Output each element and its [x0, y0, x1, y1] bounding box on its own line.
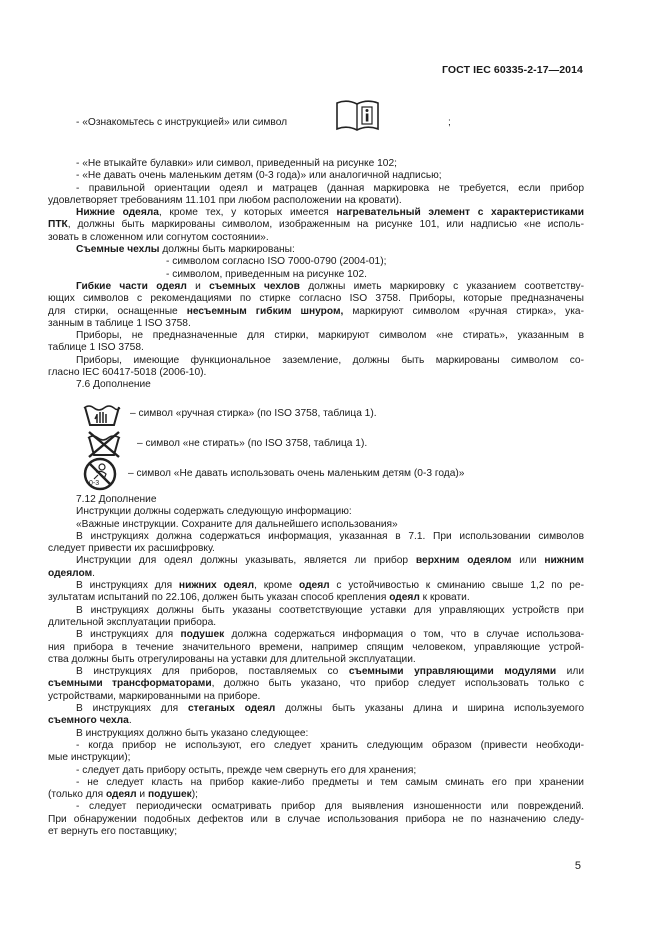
- text-line: В инструкциях для стеганых одеял должны быть указаны длина и ширина используемого: [76, 703, 584, 715]
- instruction-text: - «Ознакомьтесь с инструкцией» или символ: [76, 117, 288, 128]
- text-line: Инструкции должны содержать следующую информацию:: [76, 506, 352, 518]
- lower-blankets-line-1: Нижние одеяла, кроме тех, у которых имеется нагревательный элемент с характеристиками: [76, 207, 584, 219]
- flexible-line-4: занным в таблице 1 ISO 3758.: [48, 317, 191, 329]
- instruction-semicolon: ;: [448, 117, 451, 128]
- text-line: Приборы, имеющие функциональное заземление, должны быть маркированы символом со-: [76, 354, 584, 366]
- no-children-icon: [82, 457, 118, 491]
- instruction-symbol-line: [76, 117, 287, 129]
- text-line: - когда прибор не используют, его следует хранить следующим образом (привести необходи-: [76, 739, 584, 751]
- text-line: В инструкциях должно быть указано следующее:: [76, 727, 309, 739]
- text-line: ния прибора в течение значительного времени, например спящим человеком, управляющие устрой-: [48, 641, 584, 653]
- text-line: Приборы, не предназначенные для стирки, маркируют символом «не стирать», указанным в: [76, 330, 584, 342]
- text-line: одеялом.: [48, 567, 95, 579]
- lower-blankets-line-2: ПТК, должны быть маркированы символом, изображенным на рисунке 101, или надписью «не исполь-: [48, 219, 584, 231]
- text-line: - «Не втыкайте булавки» или символ, приведенный на рисунке 102;: [76, 158, 397, 169]
- page-header: ГОСТ IEC 60335-2-17—2014: [441, 64, 583, 76]
- age-range-label: 0-3: [89, 480, 100, 487]
- text-line: ет вернуть его поставщику;: [48, 826, 178, 838]
- flexible-line-2: ющих символов с рекомендациями по стирке согласно ISO 3758. Приборы, которые предназначены: [48, 293, 584, 305]
- text-line: мые инструкции);: [48, 752, 131, 764]
- text-line: «Важные инструкции. Сохраните для дальнейшего использования»: [76, 518, 398, 530]
- text-line: удовлетворяет требованиям 11.101 при любом расположении на кровати).: [48, 194, 402, 206]
- instruction-book-icon: [335, 99, 380, 133]
- text-line: устройствами, маркированными на приборе.: [48, 690, 261, 702]
- paragraph-block-1: [48, 158, 584, 392]
- text-line: В инструкциях для нижних одеял, кроме одеял с устойчивостью к сминанию свыше 1,2 по ре-: [76, 580, 584, 592]
- text-line: съемного чехла.: [48, 715, 132, 727]
- text-line: таблице 1 ISO 3758.: [48, 342, 144, 354]
- text-line: (только для одеял и подушек);: [48, 789, 198, 801]
- no-wash-icon: [86, 430, 122, 458]
- text-line: В инструкциях должны быть указаны соответствующие уставки для управляющих устройств при: [76, 604, 584, 616]
- text-line: При обнаружении подобных дефектов или в случае использования прибора не по назначению следу-: [48, 813, 584, 825]
- covers-item: - символом, приведенным на рисунке 102.: [166, 268, 367, 280]
- covers-line: Съемные чехлы должны быть маркированы:: [76, 244, 295, 256]
- text-line: В инструкциях для подушек должна содержаться информация о том, что в случае использова-: [76, 629, 584, 641]
- text-line: ства должны быть отрегулированы на уставки для длительной эксплуатации.: [48, 653, 416, 665]
- section-7-12: [48, 494, 585, 838]
- hand-wash-icon: [82, 401, 122, 429]
- text-line: - «Не давать очень маленьким детям (0-3 года)» или аналогичной надписью;: [76, 170, 442, 182]
- text-line: - следует периодически осматривать прибор для выявления изношенности или повреждений.: [76, 801, 584, 813]
- page-number: 5: [574, 860, 581, 872]
- lower-blankets-line-3: зовать в сложенном или согнутом состоянии».: [48, 231, 269, 243]
- no-children-text: – символ «Не давать использовать очень маленьким детям (0-3 года)»: [128, 468, 465, 479]
- text-line: - следует дать прибору остыть, прежде чем свернуть его для хранения;: [76, 764, 417, 776]
- flexible-line-3: для стирки, оснащенные несъемным гибким шнуром, маркируют символом «ручная стирка», ука-: [48, 305, 584, 317]
- text-line: В инструкциях для приборов, поставляемых со съемными управляющими модулями или: [76, 666, 585, 678]
- no-wash-text: – символ «не стирать» (по ISO 3758, таблица 1).: [137, 438, 368, 449]
- section-7-6-title: 7.6 Дополнение: [76, 379, 151, 391]
- flexible-line-1: Гибкие части одеял и съемных чехлов должны иметь маркировку с указанием соответству-: [76, 280, 584, 292]
- text-line: гласно IEC 60417-5018 (2006-10).: [48, 367, 207, 379]
- text-line: - не следует класть на прибор какие-либо предметы и тем самым сминать его при хранении: [76, 776, 584, 788]
- hand-wash-text: – символ «ручная стирка» (по ISO 3758, таблица 1).: [130, 408, 377, 419]
- text-line: Инструкции для одеял должны указывать, является ли прибор верхним одеялом или нижним: [76, 555, 584, 567]
- text-line: следует привести их расшифровку.: [48, 543, 215, 555]
- section-7-12-title: 7.12 Дополнение: [76, 494, 157, 505]
- text-line: - правильной ориентации одеял и матрацев (данная маркировка не требуется, если прибор: [76, 182, 584, 194]
- text-line: зультатам испытаний по 22.106, должен быть указан способ крепления одеял к кровати.: [48, 592, 470, 604]
- text-line: съемными трансформаторами, должно быть указано, что прибор следует использовать только с: [48, 678, 584, 690]
- text-line: длительной эксплуатации прибора.: [48, 616, 217, 628]
- text-line: В инструкциях должна содержаться информация, указанная в 7.1. При использовании символов: [76, 530, 584, 542]
- covers-item: - символом согласно ISO 7000-0790 (2004-01);: [166, 256, 387, 268]
